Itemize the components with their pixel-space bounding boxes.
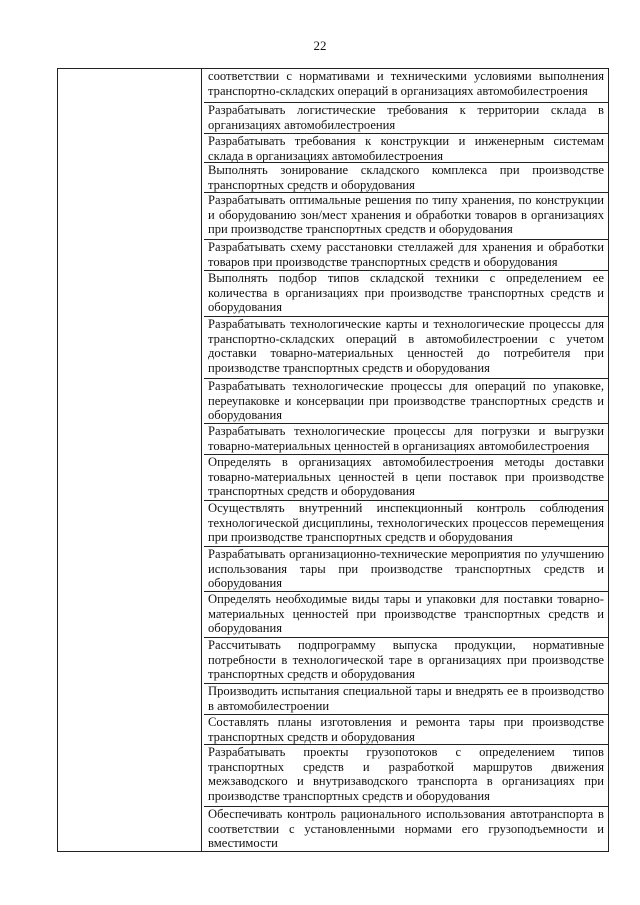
table-row: Выполнять подбор типов складской техники с определением ее количества в организациях при производстве транспортных средств и оборудования bbox=[204, 271, 608, 317]
table-row: Разрабатывать технологические процессы для погрузки и выгрузки товарно-материальных ценностей в организациях автомобилестроения bbox=[204, 424, 608, 455]
table-row: Составлять планы изготовления и ремонта тары при производстве транспортных средств и оборудования bbox=[204, 715, 608, 745]
table-row: Разрабатывать требования к конструкции и инженерным системам склада в организациях автомобилестроения bbox=[204, 134, 608, 163]
table-row: Разрабатывать схему расстановки стеллажей для хранения и обработки товаров при производстве транспортных средств и оборудования bbox=[204, 240, 608, 271]
table-row: Определять в организациях автомобилестроения методы доставки товарно-материальных ценностей в цепи поставок при производстве транспортных средств и оборудования bbox=[204, 455, 608, 501]
table-row: Рассчитывать подпрограмму выпуска продукции, нормативные потребности в технологической таре в организациях при производстве транспортных средств и оборудования bbox=[204, 638, 608, 684]
table-row: Разрабатывать организационно-технические мероприятия по улучшению использования тары при производстве транспортных средств и оборудования bbox=[204, 547, 608, 592]
table-row: Разрабатывать логистические требования к территории склада в организациях автомобилестроения bbox=[204, 103, 608, 134]
table-row: Выполнять зонирование складского комплекса при производстве транспортных средств и оборудования bbox=[204, 163, 608, 193]
table-row: Производить испытания специальной тары и внедрять ее в производство в автомобилестроении bbox=[204, 684, 608, 715]
competency-table bbox=[57, 68, 609, 852]
table-left-column bbox=[58, 69, 202, 851]
table-row: Разрабатывать проекты грузопотоков с определением типов транспортных средств и разработкой маршрутов движения межзаводского и внутризаводского транспорта в организациях при производстве транспортных средств и оборудования bbox=[204, 745, 608, 807]
table-row: Осуществлять внутренний инспекционный контроль соблюдения технологической дисциплины, технологических процессов перемещения при производстве транспортных средств и оборудования bbox=[204, 501, 608, 547]
table-row: Определять необходимые виды тары и упаковки для поставки товарно-материальных ценностей при производстве транспортных средств и оборудования bbox=[204, 592, 608, 638]
table-right-column bbox=[204, 69, 608, 851]
table-row: Разрабатывать технологические карты и технологические процессы для транспортно-складских операций в автомобилестроении с учетом доставки товарно-материальных ценностей до потребителя при производстве транспортных средств и оборудования bbox=[204, 317, 608, 379]
table-row: Разрабатывать технологические процессы для операций по упаковке, переупаковке и консервации при производстве транспортных средств и оборудования bbox=[204, 379, 608, 424]
page-number: 22 bbox=[313, 38, 327, 53]
table-row: соответствии с нормативами и техническими условиями выполнения транспортно-складских операций в организациях автомобилестроения bbox=[204, 69, 608, 103]
table-row: Разрабатывать оптимальные решения по типу хранения, по конструкции и оборудованию зон/мест хранения и обработки товаров в организациях при производстве транспортных средств и оборудования bbox=[204, 193, 608, 240]
table-row: Обеспечивать контроль рационального использования автотранспорта в соответствии с установленными нормами его грузоподъемности и вместимости bbox=[208, 807, 604, 851]
